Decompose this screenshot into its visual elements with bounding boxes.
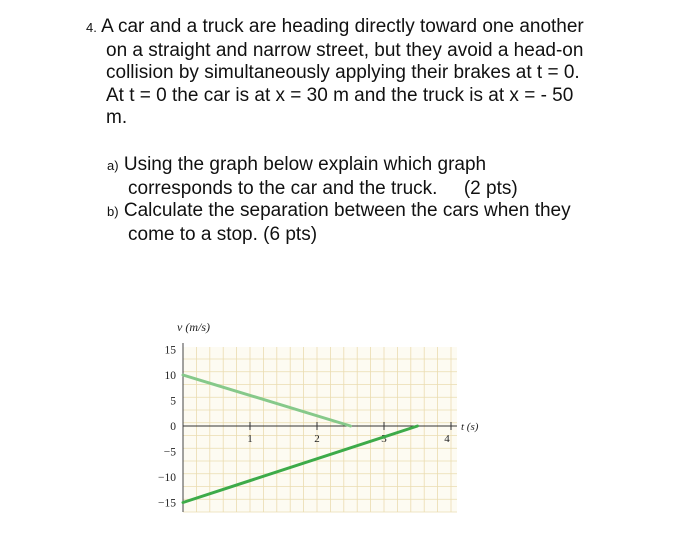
problem-parts: [107, 154, 687, 246]
x-tick-label: 2: [314, 433, 320, 445]
y-tick-label: −15: [158, 497, 176, 510]
x-tick-label: 1: [247, 433, 253, 445]
problem-text-1: A car and a truck are heading directly toward one another: [101, 16, 584, 37]
x-tick-label: 3: [381, 433, 387, 445]
part-a-line-1: [107, 154, 687, 178]
part-b-text-2: come to a stop. (6 pts): [128, 223, 318, 245]
y-axis-label: v (m/s): [177, 320, 210, 334]
x-axis-label: t (s): [461, 421, 479, 433]
y-tick-label: 15: [164, 344, 176, 357]
problem-text-2: on a straight and narrow street, but they avoid a head-on: [106, 39, 584, 61]
problem-4: [86, 16, 686, 130]
problem-text-5: m.: [106, 107, 128, 128]
problem-line-1: [86, 16, 686, 40]
part-a-text-1: Using the graph below explain which graph: [123, 154, 487, 175]
y-tick-label: 0: [170, 421, 176, 433]
velocity-time-graph: [148, 314, 508, 524]
problem-text-3: collision by simultaneously applying their brakes at t = 0.: [106, 62, 580, 83]
part-a-text-2: corresponds to the car and the truck. (2 pts): [128, 177, 518, 199]
y-tick-label: 10: [164, 370, 176, 382]
problem-number: 4.: [86, 20, 97, 35]
problem-text-4: At t = 0 the car is at x = 30 m and the truck is at x = - 50: [106, 84, 574, 106]
part-a-label: a): [107, 158, 119, 173]
y-tick-label: −10: [158, 472, 176, 484]
x-tick-label: 4: [444, 433, 450, 445]
part-b-line-1: [107, 200, 687, 224]
y-tick-label: −5: [163, 446, 176, 459]
part-b-label: b): [107, 204, 119, 219]
y-tick-label: 5: [170, 395, 176, 408]
part-b-text-1: Calculate the separation between the cars when they: [123, 200, 571, 221]
